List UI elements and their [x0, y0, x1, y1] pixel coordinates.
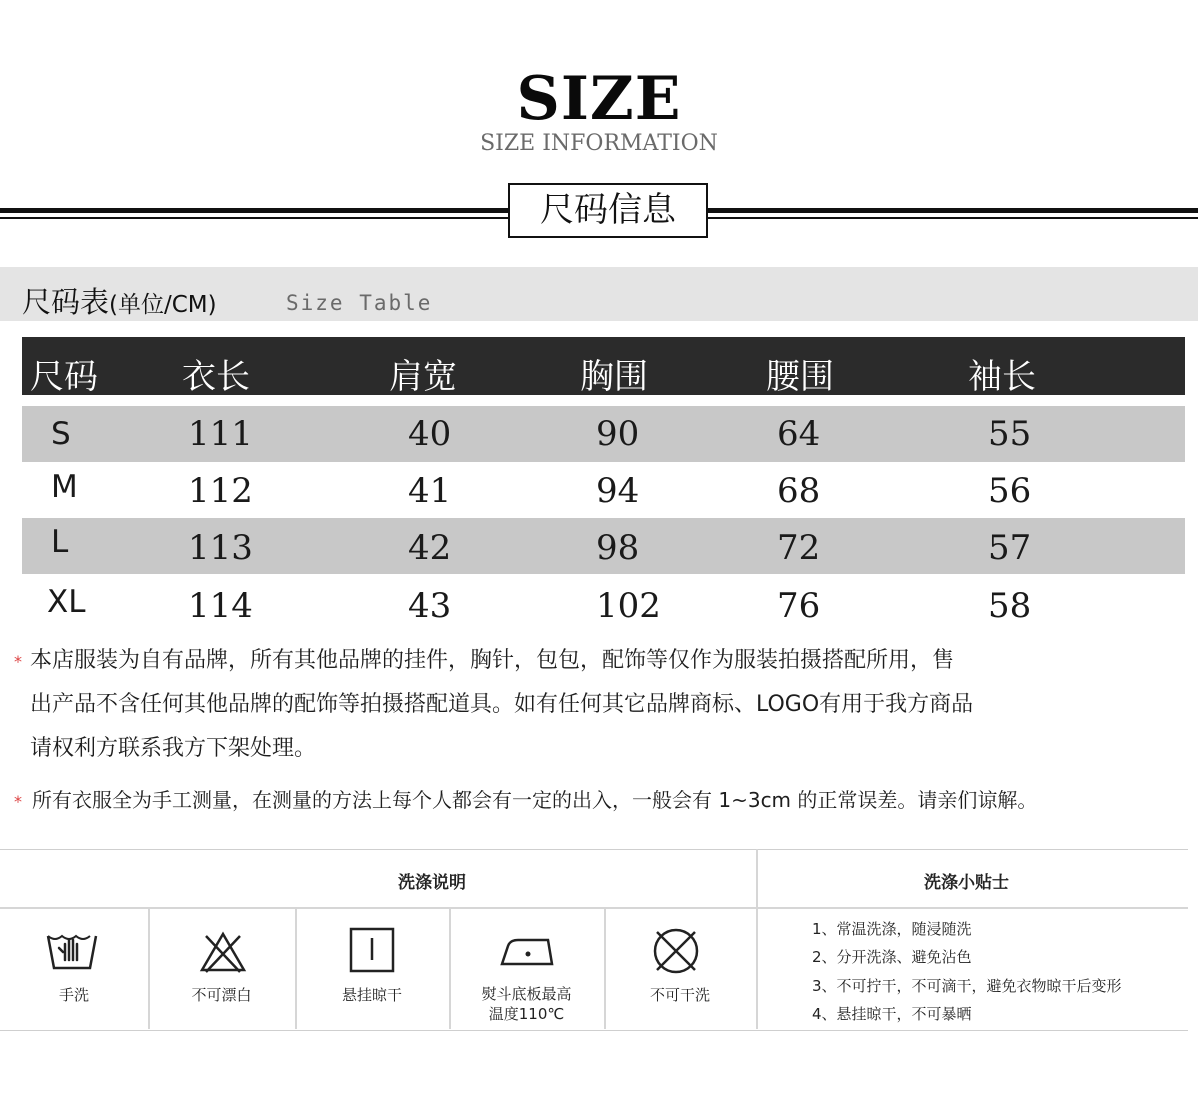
- cell-chest: 98: [596, 528, 640, 568]
- no-dry-clean-icon: [651, 926, 701, 976]
- section-title-box: 尺码信息: [508, 183, 708, 238]
- washing-divider: [756, 849, 758, 1029]
- size-table-en-label: Size Table: [286, 291, 433, 315]
- washing-tip: 1、常温洗涤，随浸随洗: [812, 920, 972, 938]
- size-table-label-text: 尺码表: [22, 285, 110, 319]
- iron-label-line: 温度110℃: [488, 1005, 565, 1023]
- cell-waist: 68: [777, 471, 821, 511]
- iron-label-line: 熨斗底板最高: [481, 985, 572, 1003]
- note-star-icon: *: [14, 652, 22, 671]
- col-waist: 腰围: [766, 357, 834, 397]
- col-size: 尺码: [30, 357, 98, 397]
- no-dry-clean-label: 不可干洗: [649, 986, 710, 1004]
- washing-tips-title: 洗涤小贴士: [924, 873, 1009, 893]
- cell-size: L: [51, 524, 69, 560]
- no-bleach-icon: [198, 930, 248, 974]
- iron-icon: [498, 930, 556, 970]
- cell-waist: 72: [777, 528, 821, 568]
- washing-tip: 3、不可拧干，不可滴干，避免衣物晾干后变形: [812, 977, 1122, 995]
- cell-shoulder: 41: [408, 471, 452, 511]
- hand-wash-icon: [45, 926, 99, 974]
- col-length: 衣长: [182, 357, 250, 397]
- cell-chest: 90: [596, 414, 640, 454]
- note-disclaimer: [30, 639, 1180, 771]
- cell-length: 112: [188, 471, 253, 511]
- col-chest: 胸围: [580, 357, 648, 397]
- note-measurement: 所有衣服全为手工测量，在测量的方法上每个人都会有一定的出入，一般会有 1~3cm 的正常误差。请亲们谅解。: [32, 788, 1038, 812]
- table-row: [22, 576, 1185, 632]
- cell-shoulder: 40: [408, 414, 452, 454]
- cell-shoulder: 43: [408, 586, 452, 626]
- note-line: 出产品不含任何其他品牌的配饰等拍摄搭配道具。如有任何其它品牌商标、LOGO有用于我方商品: [30, 692, 974, 717]
- left-rule-thin: [0, 217, 508, 219]
- cell-size: M: [51, 469, 78, 505]
- washing-instructions-title: 洗涤说明: [398, 873, 466, 893]
- cell-size: XL: [47, 584, 86, 620]
- table-row: [22, 518, 1185, 574]
- cell-length: 113: [188, 528, 253, 568]
- table-row: [22, 463, 1185, 519]
- cell-sleeve: 57: [988, 528, 1032, 568]
- cell-shoulder: 42: [408, 528, 452, 568]
- size-table-unit: (单位/CM): [109, 292, 217, 318]
- washing-divider: [295, 907, 297, 1029]
- cell-size: S: [51, 416, 71, 452]
- washing-tip: 2、分开洗涤、避免沾色: [812, 948, 972, 966]
- right-rule-thin: [708, 217, 1198, 219]
- col-sleeve: 袖长: [968, 357, 1036, 397]
- hang-dry-icon: [348, 926, 396, 974]
- cell-length: 111: [188, 414, 253, 454]
- washing-divider: [148, 907, 150, 1029]
- cell-waist: 76: [777, 586, 821, 626]
- col-shoulder: 肩宽: [389, 357, 457, 397]
- size-table-header: [22, 337, 1185, 395]
- note-line: 请权利方联系我方下架处理。: [30, 736, 317, 761]
- page-subtitle: SIZE INFORMATION: [480, 131, 718, 156]
- right-rule-thick: [708, 208, 1198, 213]
- cell-sleeve: 55: [988, 414, 1032, 454]
- cell-chest: 94: [596, 471, 640, 511]
- table-row: [22, 406, 1185, 462]
- hang-dry-label: 悬挂晾干: [341, 986, 402, 1004]
- hand-wash-label: 手洗: [58, 986, 89, 1004]
- cell-chest: 102: [596, 586, 661, 626]
- left-rule-thick: [0, 208, 508, 213]
- cell-waist: 64: [777, 414, 821, 454]
- washing-divider: [604, 907, 606, 1029]
- note-star-icon: *: [14, 792, 22, 811]
- cell-sleeve: 56: [988, 471, 1032, 511]
- washing-divider: [0, 907, 1188, 909]
- page-title: SIZE: [516, 64, 682, 134]
- no-bleach-label: 不可漂白: [191, 986, 252, 1004]
- cell-length: 114: [188, 586, 253, 626]
- note-line: 本店服装为自有品牌，所有其他品牌的挂件，胸针，包包，配饰等仅作为服装拍摄搭配所用，售: [30, 648, 955, 673]
- size-table-label: [22, 280, 217, 321]
- cell-sleeve: 58: [988, 586, 1032, 626]
- washing-tip: 4、悬挂晾干，不可暴晒: [812, 1005, 972, 1023]
- iron-label: [449, 984, 604, 1024]
